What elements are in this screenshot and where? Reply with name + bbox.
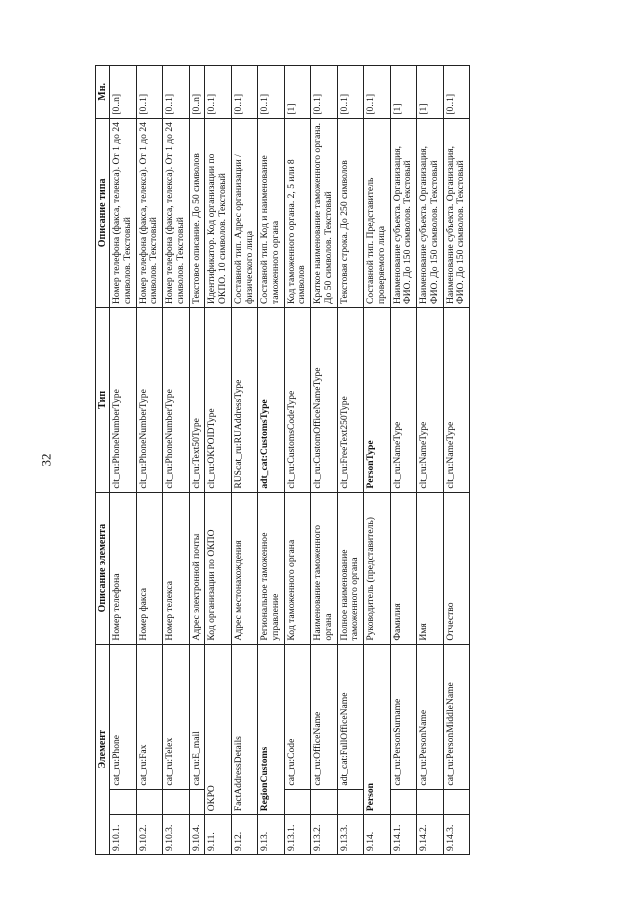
multiplicity: [0..1]	[311, 66, 337, 119]
header-element: Элемент	[96, 644, 110, 854]
element-description: Региональное таможенное управление	[258, 492, 284, 644]
row-number: 9.10.1.	[110, 815, 136, 855]
row-number: 9.10.2.	[136, 815, 162, 855]
type-description: Идентификатор. Код организации по ОКПО. 10 символов. Текстовый	[205, 118, 231, 307]
row-number: 9.14.3.	[443, 815, 469, 855]
multiplicity: [0..1]	[231, 66, 257, 119]
indent-cell	[136, 789, 162, 815]
multiplicity: [0..n]	[189, 66, 205, 119]
rotated-table-container	[95, 65, 640, 855]
element-name: cat_ru:Code	[284, 644, 310, 789]
multiplicity: [0..1]	[364, 66, 390, 119]
type-description: Текстовая строка. До 250 символов	[337, 118, 363, 307]
element-name: cat_ru:E_mail	[189, 644, 205, 789]
row-number: 9.10.4.	[189, 815, 205, 855]
row-number: 9.12.	[231, 815, 257, 855]
table-row	[284, 66, 310, 855]
element-name: cat_ru:Telex	[163, 644, 189, 789]
row-number: 9.14.	[364, 815, 390, 855]
multiplicity: [1]	[390, 66, 416, 119]
indent-cell	[163, 789, 189, 815]
element-description: Номер факса	[136, 492, 162, 644]
element-type: clt_ru:PhoneNumberType	[110, 308, 136, 493]
header-type: Тип	[96, 308, 110, 493]
table-row	[337, 66, 363, 855]
type-description: Составной тип. Представитель проверяемого лица	[364, 118, 390, 307]
type-description: Номер телефона (факса, телекса). От 1 до 24 символов. Текстовый	[136, 118, 162, 307]
type-description: Наименование субъекта. Организация, ФИО. До 150 символов. Текстовый	[443, 118, 469, 307]
table-row	[205, 66, 231, 855]
element-type: clt_ru:OKPOIDType	[205, 308, 231, 493]
header-multiplicity: Мн.	[96, 66, 110, 119]
element-description: Код организации по ОКПО	[205, 492, 231, 644]
element-description: Руководитель (представитель)	[364, 492, 390, 644]
table-row	[231, 66, 257, 855]
element-type: RUScat_ru:RUAddressType	[231, 308, 257, 493]
type-description: Наименование субъекта. Организация, ФИО. До 150 символов. Текстовый	[417, 118, 443, 307]
multiplicity: [0..1]	[136, 66, 162, 119]
indent-cell	[443, 789, 469, 815]
table-header-row	[96, 66, 110, 855]
element-type: PersonType	[364, 308, 390, 493]
indent-cell	[311, 789, 337, 815]
header-type-description: Описание типа	[96, 118, 110, 307]
row-number: 9.13.	[258, 815, 284, 855]
elements-table	[95, 65, 470, 855]
row-number: 9.14.2.	[417, 815, 443, 855]
element-name: cat_ru:PersonSurname	[390, 644, 416, 789]
indent-cell	[110, 789, 136, 815]
element-type: clt_ru:NameType	[443, 308, 469, 493]
indent-cell	[284, 789, 310, 815]
table-row	[136, 66, 162, 855]
type-description: Краткое наименование таможенного органа. До 50 символов. Текстовый	[311, 118, 337, 307]
multiplicity: [0..1]	[163, 66, 189, 119]
element-name: cat_ru:Fax	[136, 644, 162, 789]
multiplicity: [0..1]	[337, 66, 363, 119]
element-type: clt_ru:Text50Type	[189, 308, 205, 493]
multiplicity: [0..1]	[443, 66, 469, 119]
header-description: Описание элемента	[96, 492, 110, 644]
table-row	[110, 66, 136, 855]
element-code: OKPO	[205, 644, 231, 815]
type-description: Текстовое описание. До 50 символов	[189, 118, 205, 307]
multiplicity: [0..1]	[205, 66, 231, 119]
element-type: clt_ru:CustomsCodeType	[284, 308, 310, 493]
element-type: clt_ru:PhoneNumberType	[136, 308, 162, 493]
element-code: FactAddressDetails	[231, 644, 257, 815]
element-name: cat_ru:PersonMiddleName	[443, 644, 469, 789]
element-description: Адрес электронной почты	[189, 492, 205, 644]
table-row	[189, 66, 205, 855]
element-description: Фамилия	[390, 492, 416, 644]
element-code: Person	[364, 644, 390, 815]
table-row	[443, 66, 469, 855]
row-number: 9.13.1.	[284, 815, 310, 855]
type-description: Номер телефона (факса, телекса). От 1 до 24 символов. Текстовый	[110, 118, 136, 307]
type-description: Код таможенного органа. 2, 5 или 8 символов	[284, 118, 310, 307]
table-row	[364, 66, 390, 855]
element-type: adt_cat:CustomsType	[258, 308, 284, 493]
element-name: cat_ru:Phone	[110, 644, 136, 789]
element-type: clt_ru:PhoneNumberType	[163, 308, 189, 493]
element-name: cat_ru:OfficeName	[311, 644, 337, 789]
table-row	[163, 66, 189, 855]
type-description: Наименование субъекта. Организация, ФИО. До 150 символов. Текстовый	[390, 118, 416, 307]
element-description: Имя	[417, 492, 443, 644]
table-row	[390, 66, 416, 855]
table-row	[417, 66, 443, 855]
element-type: clt_ru:NameType	[417, 308, 443, 493]
element-type: clt_ru:FreeText250Type	[337, 308, 363, 493]
row-number: 9.10.3.	[163, 815, 189, 855]
indent-cell	[337, 789, 363, 815]
element-description: Номер телекса	[163, 492, 189, 644]
type-description: Составной тип. Код и наименование таможенного органа	[258, 118, 284, 307]
indent-cell	[417, 789, 443, 815]
element-name: adt_cat:FullOfficeName	[337, 644, 363, 789]
element-name: cat_ru:PersonName	[417, 644, 443, 789]
multiplicity: [0..n]	[110, 66, 136, 119]
multiplicity: [0..1]	[258, 66, 284, 119]
element-description: Отчество	[443, 492, 469, 644]
element-description: Наименование таможенного органа	[311, 492, 337, 644]
element-type: clt_ru:NameType	[390, 308, 416, 493]
table-row	[258, 66, 284, 855]
multiplicity: [1]	[417, 66, 443, 119]
page-number: 32	[38, 453, 54, 467]
row-number: 9.13.3.	[337, 815, 363, 855]
indent-cell	[390, 789, 416, 815]
type-description: Составной тип. Адрес организации / физического лица	[231, 118, 257, 307]
element-description: Адрес местонахождения	[231, 492, 257, 644]
row-number: 9.14.1.	[390, 815, 416, 855]
element-code: RegionCustoms	[258, 644, 284, 815]
element-description: Полное наименование таможенного органа	[337, 492, 363, 644]
type-description: Номер телефона (факса, телекса). От 1 до 24 символов. Текстовый	[163, 118, 189, 307]
row-number: 9.11.	[205, 815, 231, 855]
row-number: 9.13.2.	[311, 815, 337, 855]
element-type: clt_ru:CustomOfficeNameType	[311, 308, 337, 493]
multiplicity: [1]	[284, 66, 310, 119]
element-description: Номер телефона	[110, 492, 136, 644]
table-row	[311, 66, 337, 855]
element-description: Код таможенного органа	[284, 492, 310, 644]
indent-cell	[189, 789, 205, 815]
